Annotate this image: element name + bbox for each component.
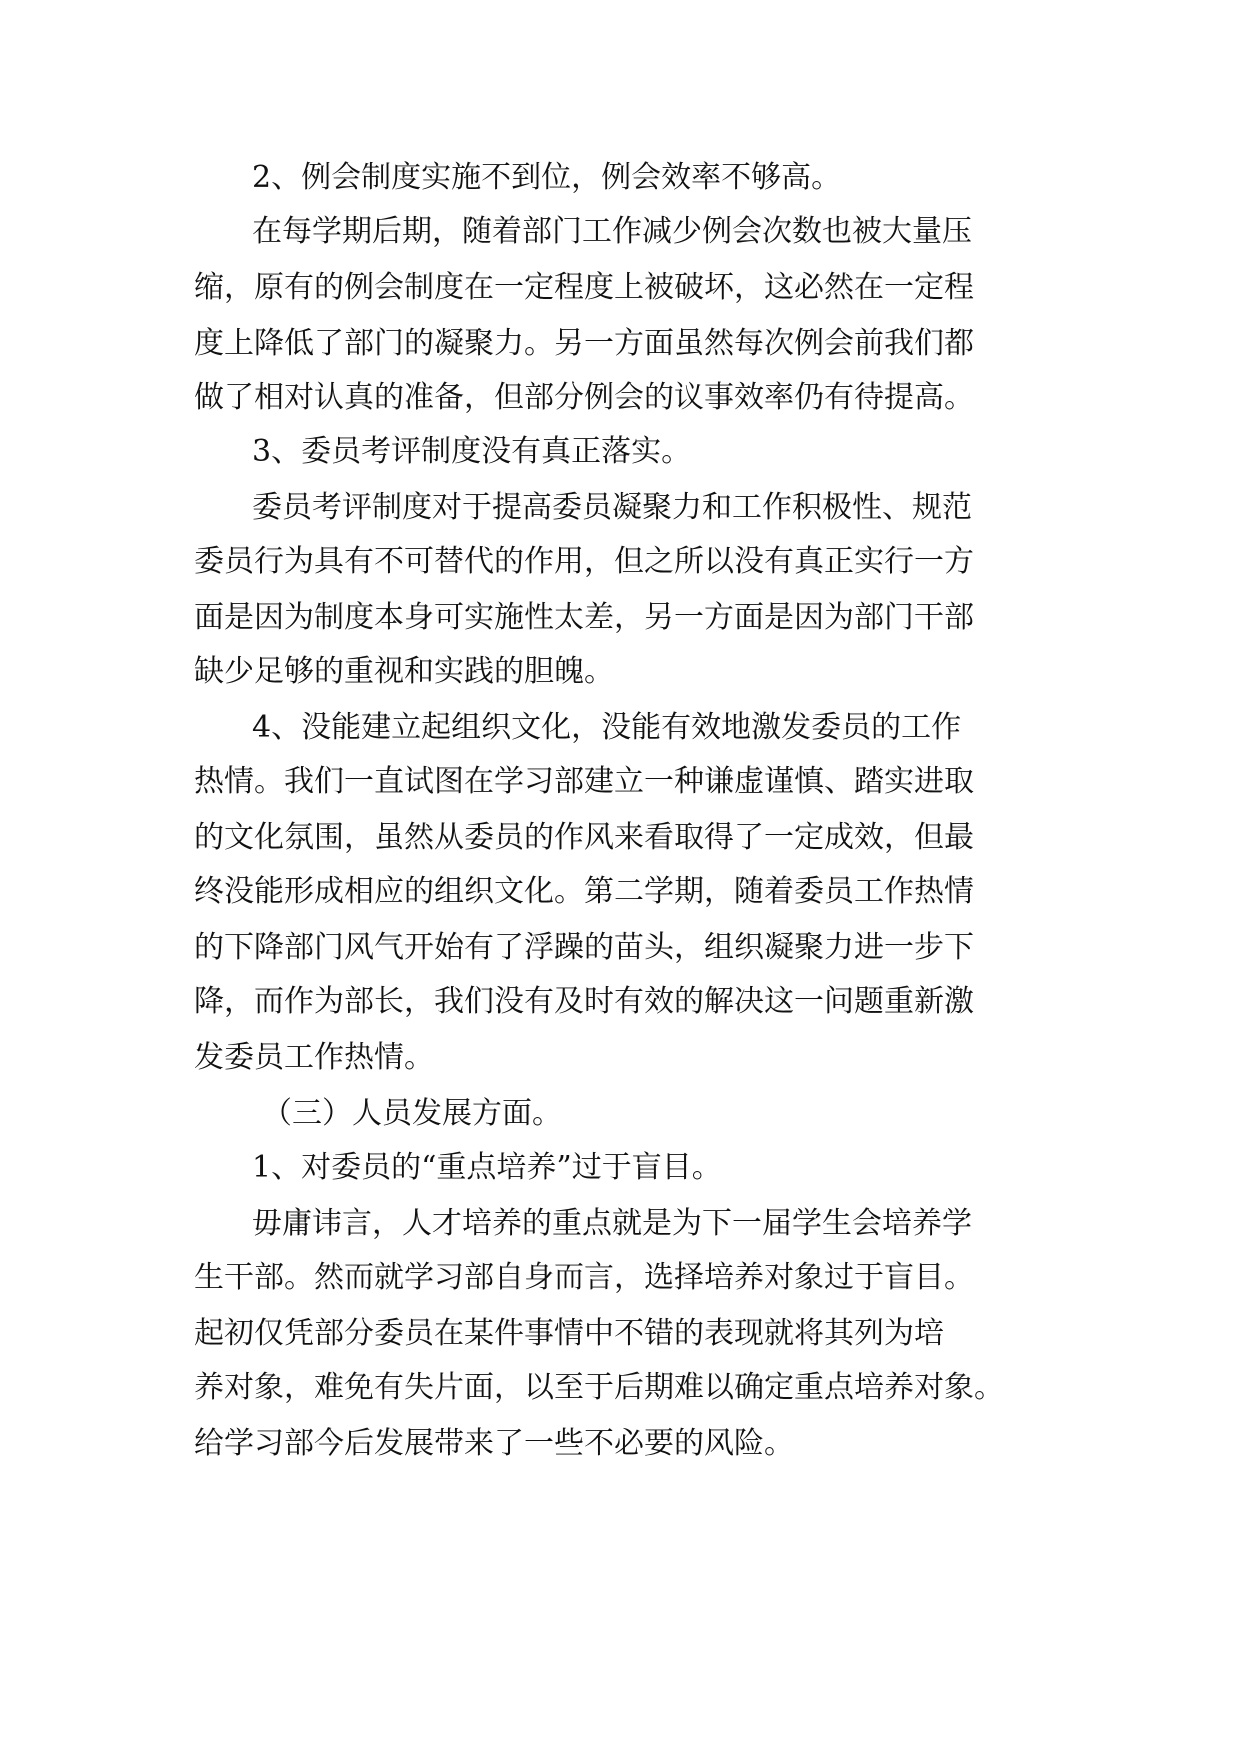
paragraph-line: 毋庸讳言，人才培养的重点就是为下一届学生会培养学: [252, 1206, 972, 1241]
paragraph-line: 委员行为具有不可替代的作用，但之所以没有真正实行一方: [194, 544, 974, 579]
paragraph-line: 终没能形成相应的组织文化。第二学期，随着委员工作热情: [194, 874, 974, 909]
paragraph-line: 面是因为制度本身可实施性太差，另一方面是因为部门干部: [194, 600, 974, 635]
paragraph-line: 养对象，难免有失片面，以至于后期难以确定重点培养对象。: [194, 1370, 1004, 1405]
paragraph-line: 缺少足够的重视和实践的胆魄。: [194, 654, 614, 689]
paragraph-line: 做了相对认真的准备，但部分例会的议事效率仍有待提高。: [194, 380, 974, 415]
paragraph-line: 热情。我们一直试图在学习部建立一种谦虚谨慎、踏实进取: [194, 764, 974, 799]
paragraph-line: 度上降低了部门的凝聚力。另一方面虽然每次例会前我们都: [194, 326, 974, 361]
paragraph-line: 的文化氛围，虽然从委员的作风来看取得了一定成效，但最: [194, 820, 974, 855]
heading-item-2: 2、例会制度实施不到位，例会效率不够高。: [252, 160, 842, 195]
heading-item-3: 3、委员考评制度没有真正落实。: [252, 434, 692, 469]
paragraph-line: 起初仅凭部分委员在某件事情中不错的表现就将其列为培: [194, 1316, 944, 1351]
paragraph-line: 发委员工作热情。: [194, 1040, 434, 1075]
paragraph-line: 给学习部今后发展带来了一些不必要的风险。: [194, 1426, 794, 1461]
heading-item-1: 1、对委员的“重点培养”过于盲目。: [252, 1150, 722, 1185]
paragraph-line: 缩，原有的例会制度在一定程度上被破坏，这必然在一定程: [194, 270, 974, 305]
paragraph-line: 的下降部门风气开始有了浮躁的苗头，组织凝聚力进一步下: [194, 930, 974, 965]
paragraph-line: 在每学期后期，随着部门工作减少例会次数也被大量压: [252, 214, 972, 249]
paragraph-line: 委员考评制度对于提高委员凝聚力和工作积极性、规范: [252, 490, 972, 525]
paragraph-line: 降，而作为部长，我们没有及时有效的解决这一问题重新激: [194, 984, 974, 1019]
paragraph-line: 生干部。然而就学习部自身而言，选择培养对象过于盲目。: [194, 1260, 974, 1295]
heading-item-4: 4、没能建立起组织文化，没能有效地激发委员的工作: [252, 710, 962, 745]
section-heading: （三）人员发展方面。: [262, 1096, 562, 1131]
